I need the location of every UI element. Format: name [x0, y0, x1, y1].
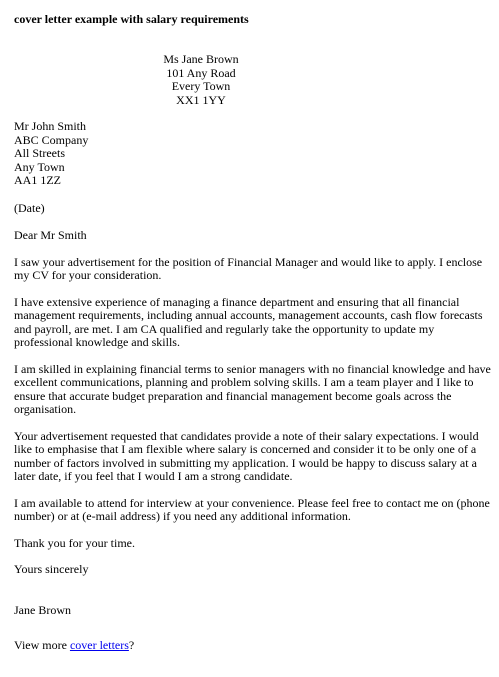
recipient-address	[14, 120, 492, 188]
salutation: Dear Mr Smith	[14, 228, 87, 242]
cover-letters-link[interactable]: cover letters	[69, 638, 129, 652]
recipient-line: All Streets	[14, 146, 65, 160]
body-paragraph: I saw your advertisement for the position of Financial Manager and would like to apply. I enclose my CV for your consideration.	[14, 254, 483, 282]
recipient-line: AA1 1ZZ	[14, 173, 61, 187]
body-paragraph: I have extensive experience of managing a finance department and ensuring that all financial management requirements, including annual accounts, management accounts, cash flow forecasts and payroll, are met. I am CA qualified and regularly take the opportunity to update my professional knowledge and skills.	[14, 294, 483, 349]
sender-address	[14, 53, 388, 107]
footer-prefix: View more	[14, 638, 70, 652]
signature-name: Jane Brown	[14, 602, 71, 617]
sender-line: Every Town	[171, 79, 231, 93]
recipient-line: ABC Company	[14, 132, 89, 147]
sender-line: XX1 1YY	[176, 92, 226, 107]
letter-date: (Date)	[14, 200, 45, 215]
recipient-line: Any Town	[14, 159, 65, 174]
closing-valediction: Yours sincerely	[14, 562, 89, 576]
closing-thanks: Thank you for your time.	[14, 535, 135, 550]
body-paragraph: I am skilled in explaining financial terms to senior managers with no financial knowledge and have excellent communications, planning and problem solving skills. I am a team player and I like to ensure that accurate budget preparation and financial management become goals across the organisation.	[14, 361, 491, 416]
letter-page	[14, 13, 492, 653]
body-paragraph: Your advertisement requested that candidates provide a note of their salary expectations. I would like to emphasise that I am flexible where salary is concerned and consider it to be only one of a number of factors involved in submitting my application. I would be happy to discuss salary at a later date, if you feel that I would I am a strong candidate.	[14, 428, 479, 483]
recipient-line: Mr John Smith	[14, 119, 87, 133]
footer-suffix: ?	[128, 638, 135, 652]
page-title: cover letter example with salary requirements	[14, 12, 249, 26]
sender-line: Ms Jane Brown	[163, 52, 239, 66]
body-paragraph: I am available to attend for interview at your convenience. Please feel free to contact me on (phone number) or at (e-mail address) if you need any additional information.	[14, 495, 490, 523]
sender-line: 101 Any Road	[166, 65, 236, 80]
footer-more	[14, 639, 492, 653]
